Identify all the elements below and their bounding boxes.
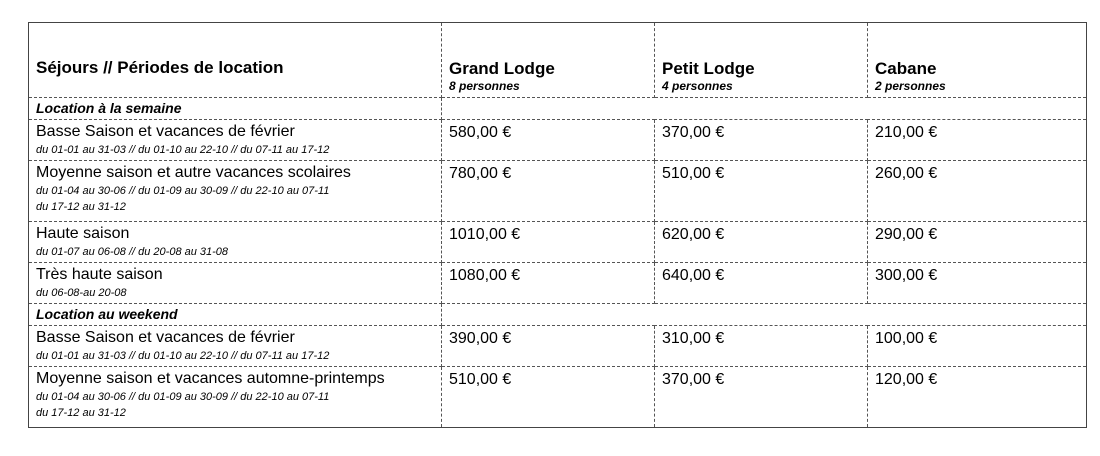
period-cell — [29, 263, 442, 304]
price-cell — [868, 263, 1087, 304]
price-cell — [655, 120, 868, 161]
table-row — [29, 367, 1087, 428]
column-name: Cabane — [875, 59, 937, 78]
period-dates-continued: du 17-12 au 31-12 — [36, 407, 126, 419]
price-cell — [655, 263, 868, 304]
period-dates: du 01-04 au 30-06 // du 01-09 au 30-09 // du 22-10 au 07-11 — [36, 391, 330, 403]
table-row — [29, 263, 1087, 304]
header-cell-cabane — [868, 23, 1087, 98]
period-name: Basse Saison et vacances de février — [36, 123, 295, 140]
period-dates-continued: du 17-12 au 31-12 — [36, 201, 126, 213]
period-name: Haute saison — [36, 225, 130, 242]
price-petit-lodge: 620,00 € — [662, 226, 725, 243]
header-row — [29, 23, 1087, 98]
price-petit-lodge: 370,00 € — [662, 371, 725, 388]
table-row — [29, 120, 1087, 161]
column-capacity: 2 personnes — [875, 79, 946, 93]
period-cell — [29, 222, 442, 263]
price-grand-lodge: 510,00 € — [449, 371, 512, 388]
header-cell-periods — [29, 23, 442, 98]
section-row-week — [29, 98, 1087, 120]
price-petit-lodge: 640,00 € — [662, 267, 725, 284]
header-title: Séjours // Périodes de location — [36, 58, 284, 77]
price-cell — [442, 263, 655, 304]
period-dates: du 01-01 au 31-03 // du 01-10 au 22-10 // du 07-11 au 17-12 — [36, 350, 330, 362]
price-cabane: 120,00 € — [875, 371, 938, 388]
section-label: Location à la semaine — [36, 100, 182, 116]
price-cabane: 210,00 € — [875, 124, 938, 141]
price-cell — [868, 367, 1087, 428]
price-cabane: 300,00 € — [875, 267, 938, 284]
section-row-weekend — [29, 304, 1087, 326]
price-cabane: 290,00 € — [875, 226, 938, 243]
price-grand-lodge: 390,00 € — [449, 330, 512, 347]
price-cell — [655, 222, 868, 263]
price-cell — [442, 367, 655, 428]
table-row — [29, 326, 1087, 367]
period-name: Moyenne saison et autre vacances scolaires — [36, 164, 351, 181]
section-label: Location au weekend — [36, 306, 178, 322]
column-capacity: 4 personnes — [662, 79, 733, 93]
header-cell-petit-lodge — [655, 23, 868, 98]
price-cell — [442, 326, 655, 367]
period-name: Moyenne saison et vacances automne-printemps — [36, 370, 385, 387]
period-dates: du 01-01 au 31-03 // du 01-10 au 22-10 // du 07-11 au 17-12 — [36, 144, 330, 156]
period-cell — [29, 326, 442, 367]
price-cell — [442, 161, 655, 222]
price-cell — [442, 120, 655, 161]
price-cell — [442, 222, 655, 263]
table-row — [29, 161, 1087, 222]
period-dates: du 01-07 au 06-08 // du 20-08 au 31-08 — [36, 246, 229, 258]
price-cabane: 260,00 € — [875, 165, 938, 182]
column-name: Petit Lodge — [662, 59, 755, 78]
price-grand-lodge: 780,00 € — [449, 165, 512, 182]
price-cell — [868, 222, 1087, 263]
period-dates: du 01-04 au 30-06 // du 01-09 au 30-09 // du 22-10 au 07-11 — [36, 185, 330, 197]
price-cell — [655, 367, 868, 428]
section-empty-cell — [442, 304, 1087, 326]
table-row — [29, 222, 1087, 263]
price-grand-lodge: 580,00 € — [449, 124, 512, 141]
price-petit-lodge: 310,00 € — [662, 330, 725, 347]
rates-table — [28, 22, 1087, 428]
period-name: Très haute saison — [36, 266, 163, 283]
period-cell — [29, 120, 442, 161]
price-cell — [655, 326, 868, 367]
price-cabane: 100,00 € — [875, 330, 938, 347]
price-grand-lodge: 1080,00 € — [449, 267, 521, 284]
header-cell-grand-lodge — [442, 23, 655, 98]
price-cell — [655, 161, 868, 222]
period-cell — [29, 161, 442, 222]
period-cell — [29, 367, 442, 428]
price-cell — [868, 120, 1087, 161]
price-cell — [868, 161, 1087, 222]
period-dates: du 06-08-au 20-08 — [36, 287, 127, 299]
column-name: Grand Lodge — [449, 59, 555, 78]
price-petit-lodge: 510,00 € — [662, 165, 725, 182]
section-label-cell — [29, 98, 442, 120]
section-label-cell — [29, 304, 442, 326]
price-grand-lodge: 1010,00 € — [449, 226, 521, 243]
section-empty-cell — [442, 98, 1087, 120]
column-capacity: 8 personnes — [449, 79, 520, 93]
period-name: Basse Saison et vacances de février — [36, 329, 295, 346]
price-cell — [868, 326, 1087, 367]
price-petit-lodge: 370,00 € — [662, 124, 725, 141]
